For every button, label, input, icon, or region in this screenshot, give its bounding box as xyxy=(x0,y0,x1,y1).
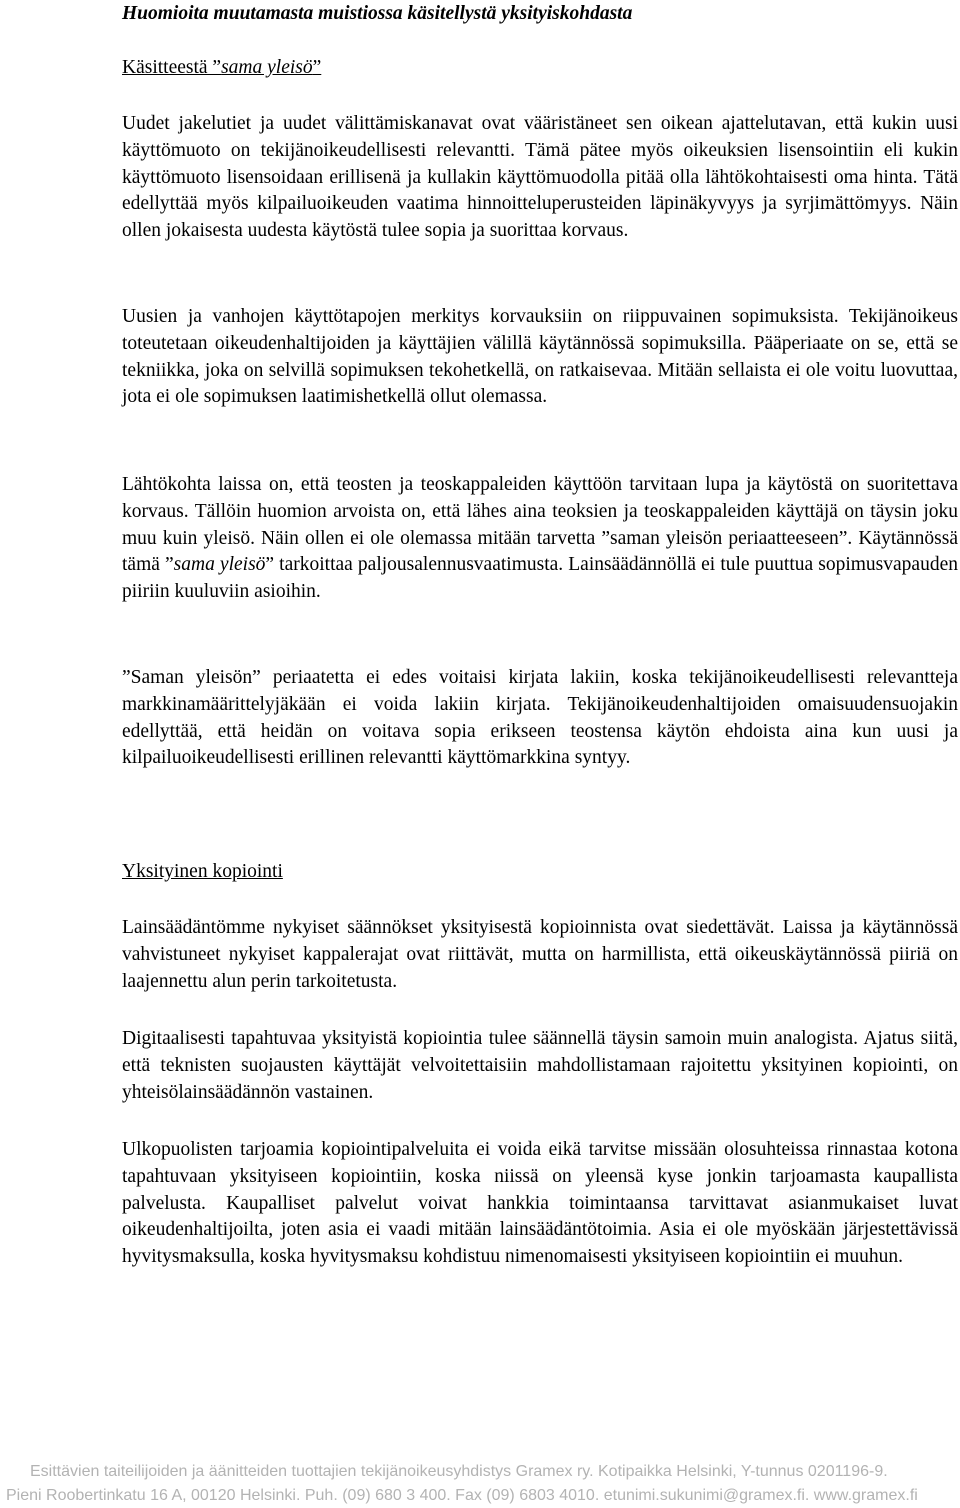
paragraph: Lainsäädäntömme nykyiset säännökset yksityisestä kopioinnista ovat siedettävät. Laissa ja käytännössä vahvistuneet nykyiset kappalerajat ovat riittävät, mutta on harmillista, että oikeuskäytännössä piiriä on laajennettu alun perin tarkoitetusta. xyxy=(122,917,958,992)
footer-organization-line: Esittävien taiteilijoiden ja äänitteiden tuottajien tekijänoikeusyhdistys Gramex ry. Kotipaikka Helsinki, Y-tunnus 0201196-9. xyxy=(30,1463,888,1480)
section-heading-yksityinen-kopiointi: Yksityinen kopiointi xyxy=(122,861,283,882)
paragraph xyxy=(122,472,958,606)
paragraph: Ulkopuolisten tarjoamia kopiointipalveluita ei voida eikä tarvitse missään olosuhteissa rinnastaa kotona tapahtuvaan yksityiseen kopiointiin, koska niissä on yleensä kyse jonkin tarjoamasta kaupallista palvelusta. Kaupalliset palvelut voivat hankkia toimintaansa tarvittavat asianmukaiset luvat oikeudenhaltijoilta, joten asia ei vaadi mitään lainsäädäntötoimia. Asia ei ole myöskään järjestettävissä hyvitysmaksulla, koska hyvitysmaksu kohdistuu nimenomaisesti yksityiseen kopiointiin ei muuhun. xyxy=(122,1139,958,1268)
paragraph: ”Saman yleisön” periaatetta ei edes voitaisi kirjata lakiin, koska tekijänoikeudellisesti relevantteja markkinamäärittelyjäkään ei voida lakiin kirjata. Tekijänoikeudenhaltijoiden omaisuudensuojakin edellyttää, että heidän on voitava sopia erikseen teostensa käytön ehdoista aina kun uusi ja kilpailuoikeudellisesti erillinen relevantti käyttömarkkina syntyy. xyxy=(122,667,958,769)
paragraph: Uusien ja vanhojen käyttötapojen merkitys korvauksiin on riippuvainen sopimuksista. Tekijänoikeus toteutetaan oikeudenhaltijoiden ja käyttäjien välillä käytännössä sopimuksilla. Pääperiaate on se, että se tekniikka, joka on selvillä sopimuksen tekohetkellä, on ratkaisevaa. Mitään sellaista ei ole voitu luovuttaa, jota ei ole sopimuksen laatimishetkellä ollut olemassa. xyxy=(122,306,958,408)
paragraph-emphasis: sama yleisö xyxy=(173,554,266,576)
document-title: Huomioita muutamasta muistiossa käsitellystä yksityiskohdasta xyxy=(122,3,633,24)
heading-emphasis: sama yleisö xyxy=(221,57,313,78)
heading-text: ” xyxy=(312,57,322,78)
letterhead-footer xyxy=(0,1460,960,1508)
paragraph: Digitaalisesti tapahtuvaa yksityistä kopiointia tulee säännellä täysin samoin muin analogista. Ajatus siitä, että teknisten suojausten käyttäjät velvoitettaisiin mahdollistamaan rajoitettu yksityinen kopiointi, on yhteisölainsäädännön vastainen. xyxy=(122,1028,958,1103)
section-heading-sama-yleiso xyxy=(122,56,321,80)
paragraph-text: Lähtökohta laissa on, että teosten ja teoskappaleiden käyttöön tarvitaan lupa ja käytöstä on suoritettava korvaus. Tällöin huomion arvoista on, että lähes aina teoksien ja teoskappaleiden käyttäjä on täysin joku muu kuin yleisö. Näin ollen ei ole olemassa mitään tarvetta ”saman yleisön periaatteeseen”. Käytännössä tämä ” xyxy=(122,474,958,576)
paragraph-text: ” tarkoittaa paljousalennusvaatimusta. Lainsäädännöllä ei tule puuttua sopimusvapauden piiriin kuuluviin asioihin. xyxy=(122,554,958,603)
heading-text: Käsitteestä ” xyxy=(122,57,222,78)
footer-contact-line: Pieni Roobertinkatu 16 A, 00120 Helsinki. Puh. (09) 680 3 400. Fax (09) 6803 4010. etunimi.sukunimi@gramex.fi. www.gramex.fi xyxy=(6,1487,918,1504)
paragraph: Uudet jakelutiet ja uudet välittämiskanavat ovat vääristäneet sen oikean ajattelutavan, että kukin uusi käyttömuoto on tekijänoikeudellisesti relevantti. Tämä pätee myös oikeuksien lisensointiin eli kukin käyttömuoto lisensoidaan erillisenä ja kullakin käyttömuodolla pitää olla lähtökohtaisesti oma hinta. Tätä edellyttää myös kilpailuoikeuden vaatima hinnoitteluperusteiden läpinäkyvyys ja syrjimättömyys. Näin ollen jokaisesta uudesta käytöstä tulee sopia ja suorittaa korvaus. xyxy=(122,113,958,242)
